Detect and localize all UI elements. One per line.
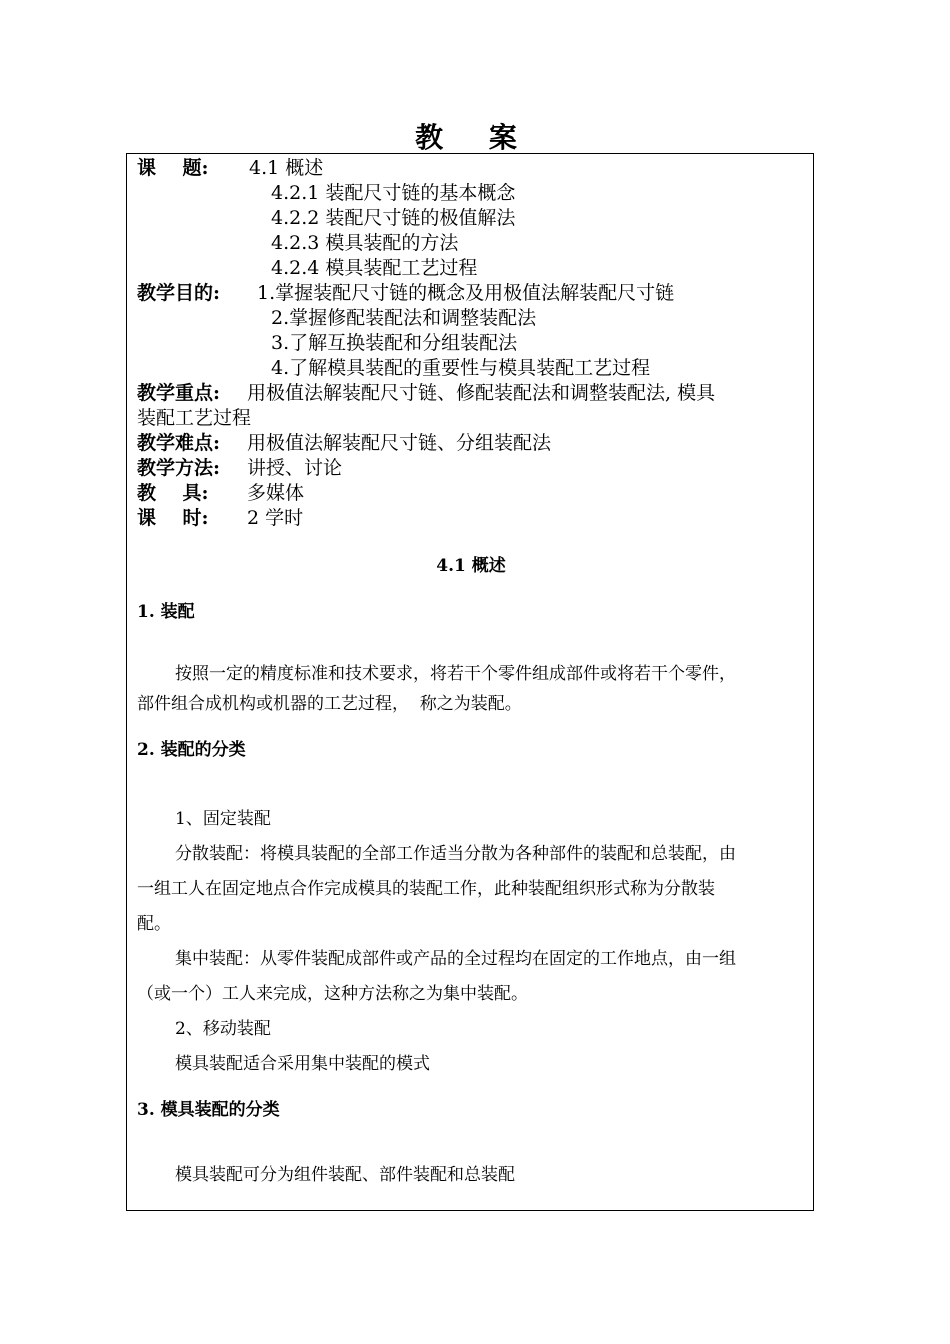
- topic-item-2: 4.2.2 装配尺寸链的极值解法: [271, 207, 516, 229]
- moving-assembly-title: 2、移动装配: [175, 1019, 271, 1039]
- dispersed-line1: 分散装配：将模具装配的全部工作适当分散为各种部件的装配和总装配，由: [175, 844, 736, 864]
- key-line2: 装配工艺过程: [137, 407, 252, 429]
- goal-row: [137, 281, 809, 306]
- goal-item-3: 3.了解互换装配和分组装配法: [271, 332, 518, 354]
- method-text: 讲授、讨论: [247, 457, 343, 479]
- key-row: [137, 381, 809, 406]
- fixed-assembly-title: 1、固定装配: [175, 809, 271, 829]
- section-title: 4.1 概述: [436, 556, 506, 576]
- method-label: 教学方法:: [137, 457, 221, 479]
- goal-item-2: 2.掌握修配装配法和调整装配法: [271, 307, 537, 329]
- goal-item-4: 4.了解模具装配的重要性与模具装配工艺过程: [271, 357, 651, 379]
- tool-text: 多媒体: [247, 482, 305, 504]
- assembly-definition-line2: 部件组合成机构或机器的工艺过程， 称之为装配。: [137, 694, 522, 714]
- goal-first: 1.掌握装配尺寸链的概念及用极值法解装配尺寸链: [257, 282, 675, 304]
- key-label: 教学重点:: [137, 382, 221, 404]
- difficulty-text: 用极值法解装配尺寸链、分组装配法: [247, 432, 552, 454]
- hours-row: [137, 506, 809, 531]
- topic-label: 课 题:: [137, 157, 209, 179]
- heading-assembly: 1. 装配: [137, 602, 195, 622]
- mold-assembly-types-text: 模具装配可分为组件装配、部件装配和总装配: [175, 1165, 515, 1185]
- tool-label: 教 具:: [137, 482, 209, 504]
- heading-assembly-types: 2. 装配的分类: [137, 740, 246, 760]
- key-line1: 用极值法解装配尺寸链、修配装配法和调整装配法, 模具: [247, 382, 716, 404]
- lesson-plan-box: [126, 153, 814, 1211]
- dispersed-line3: 配。: [137, 914, 171, 934]
- heading-mold-assembly-types: 3. 模具装配的分类: [137, 1100, 280, 1120]
- dispersed-line2: 一组工人在固定地点合作完成模具的装配工作，此种装配组织形式称为分散装: [137, 879, 715, 899]
- hours-label: 课 时:: [137, 507, 209, 529]
- topic-main: 4.1 概述: [249, 157, 324, 179]
- topic-item-3: 4.2.3 模具装配的方法: [271, 232, 459, 254]
- page-title: 教 案: [415, 121, 535, 154]
- central-line1: 集中装配：从零件装配成部件或产品的全过程均在固定的工作地点，由一组: [175, 949, 736, 969]
- topic-item-1: 4.2.1 装配尺寸链的基本概念: [271, 182, 516, 204]
- difficulty-row: [137, 431, 809, 456]
- hours-text: 2 学时: [247, 507, 304, 529]
- central-line2: （或一个）工人来完成，这种方法称之为集中装配。: [137, 984, 528, 1004]
- topic-row: [137, 156, 809, 181]
- difficulty-label: 教学难点:: [137, 432, 221, 454]
- assembly-definition-line1: 按照一定的精度标准和技术要求，将若干个零件组成部件或将若干个零件，: [175, 664, 736, 684]
- goal-label: 教学目的:: [137, 282, 221, 304]
- method-row: [137, 456, 809, 481]
- topic-item-4: 4.2.4 模具装配工艺过程: [271, 257, 478, 279]
- moving-assembly-text: 模具装配适合采用集中装配的模式: [175, 1054, 430, 1074]
- tool-row: [137, 481, 809, 506]
